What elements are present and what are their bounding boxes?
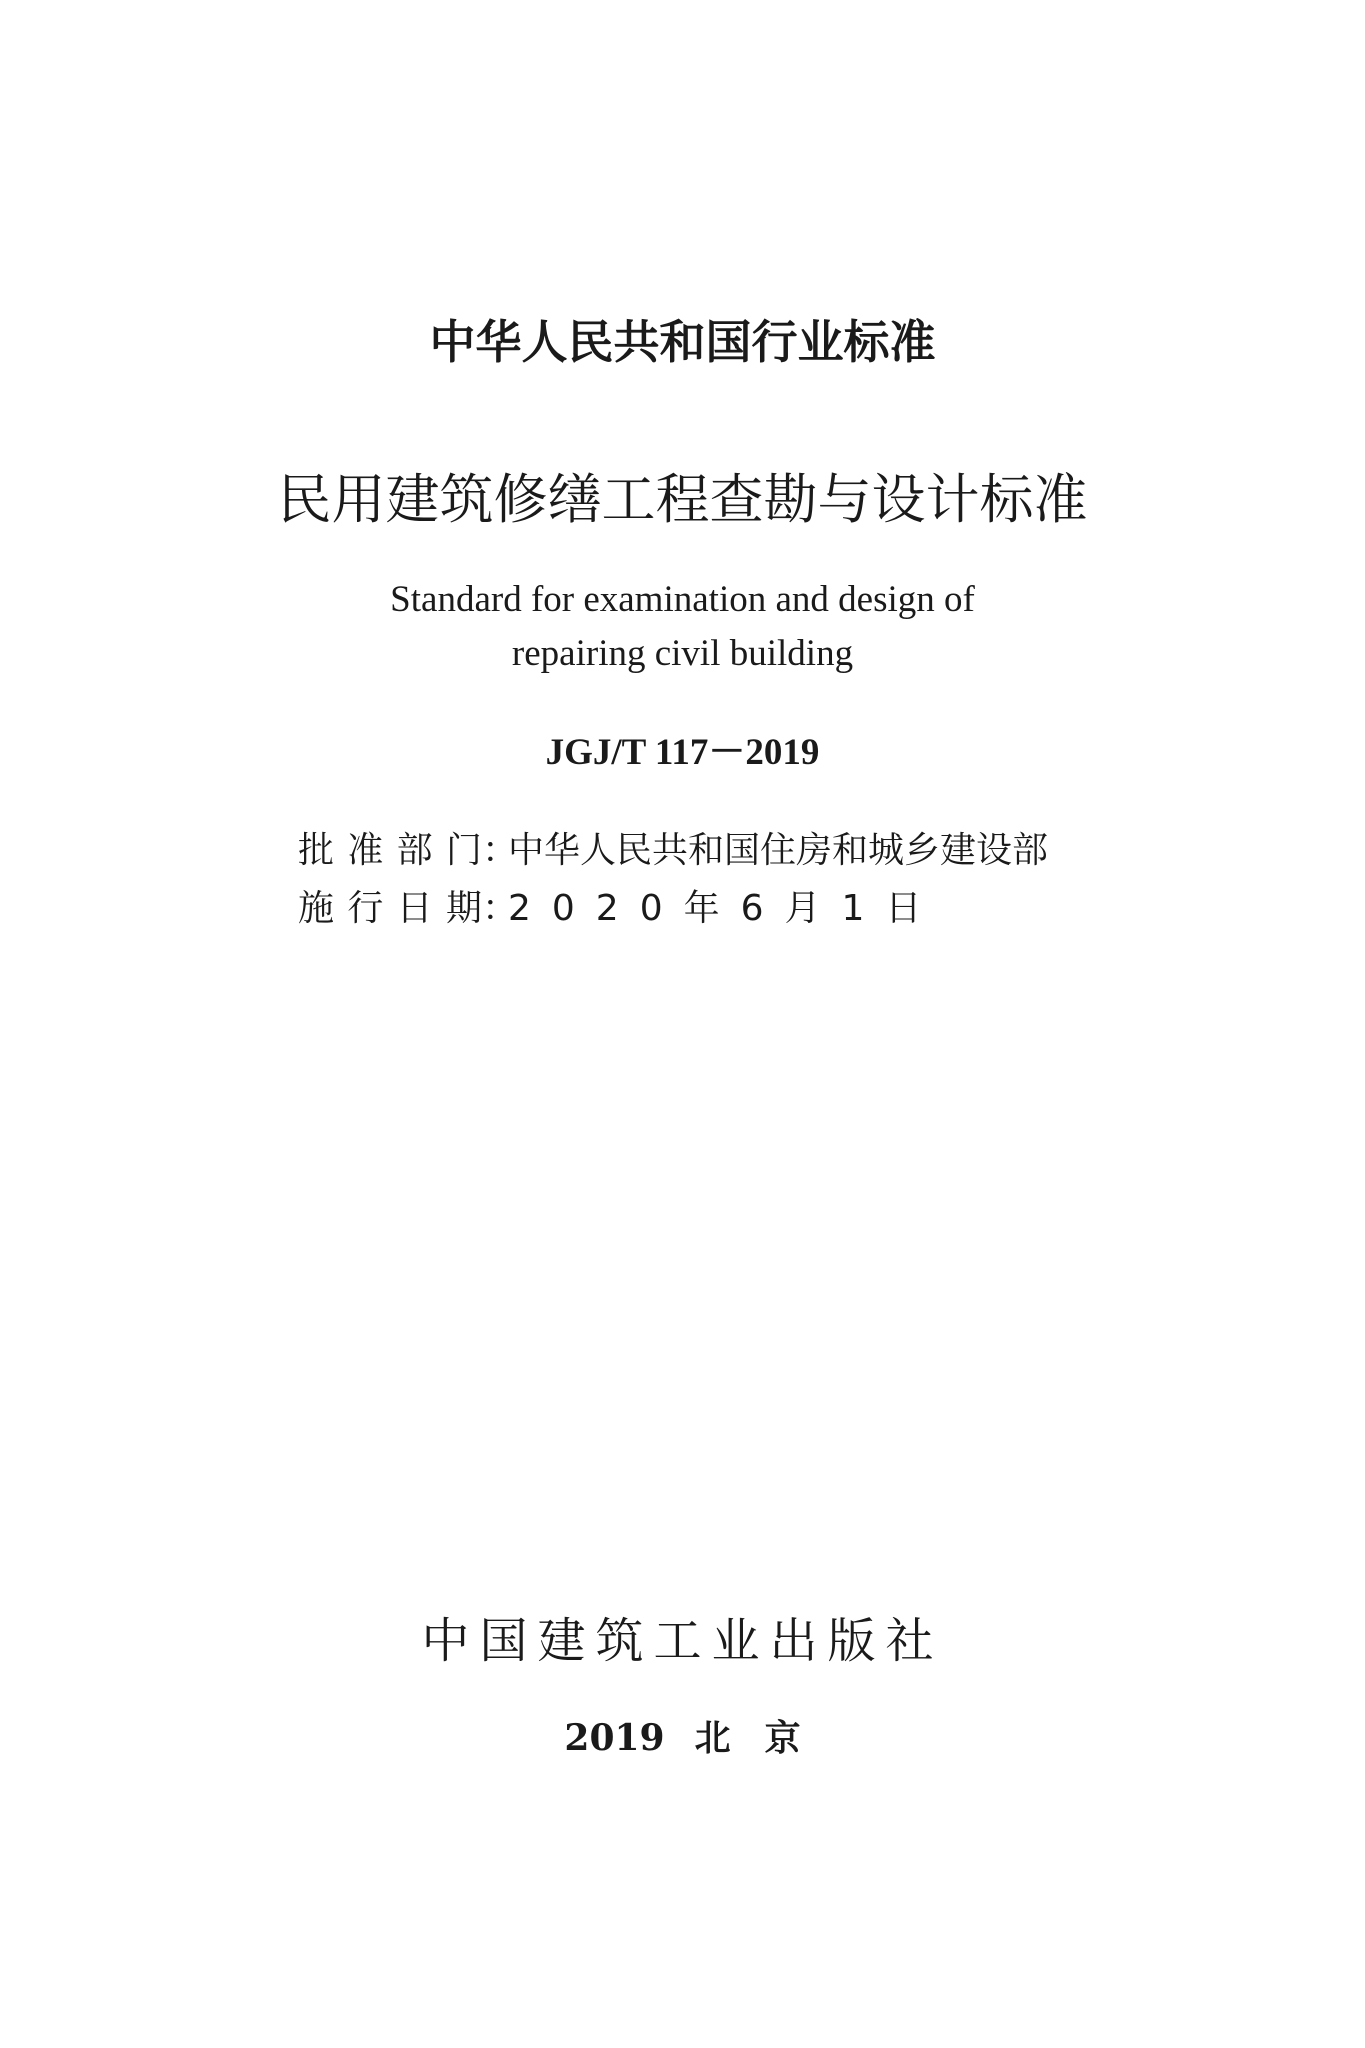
- publication-place-year: [0, 1713, 1365, 1763]
- effective-date-row: [298, 880, 1098, 938]
- approval-value: 中华人民共和国住房和城乡建设部: [508, 830, 1049, 871]
- publication-year: 2019: [564, 1717, 665, 1759]
- approval-info: [298, 822, 1098, 938]
- approval-colon: ：: [482, 830, 519, 871]
- approval-label: 批准部门: [298, 830, 482, 871]
- effective-date-colon: ：: [482, 888, 519, 929]
- title-chinese: 民用建筑修缮工程查勘与设计标准: [277, 468, 1088, 531]
- title-english-line-1: Standard for examination and design of: [390, 579, 975, 620]
- standard-code: JGJ/T 117－2019: [545, 732, 820, 773]
- title-english-line-2: repairing civil building: [511, 633, 854, 674]
- standard-category: 中华人民共和国行业标准: [429, 315, 936, 369]
- effective-date-value: 2020年6月1日: [508, 888, 943, 929]
- publication-city: 北京: [694, 1717, 835, 1759]
- approval-row: [298, 822, 1098, 880]
- publisher-name: 中国建筑工业出版社: [421, 1613, 944, 1669]
- effective-date-label: 施行日期: [298, 888, 482, 929]
